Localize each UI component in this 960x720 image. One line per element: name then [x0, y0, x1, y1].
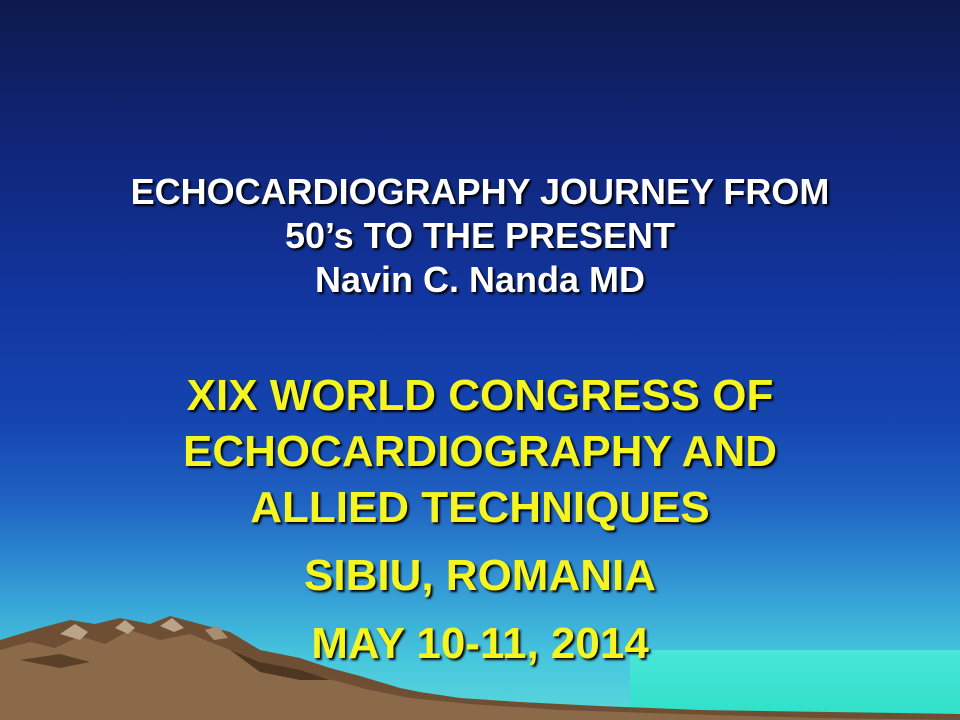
title-line-2: 50’s TO THE PRESENT	[284, 215, 676, 256]
congress-line-3: ALLIED TECHNIQUES	[250, 483, 710, 532]
congress-date: MAY 10-11, 2014	[311, 619, 649, 668]
congress-details	[0, 368, 960, 672]
congress-line-1: XIX WORLD CONGRESS OF	[186, 371, 774, 420]
presentation-title	[0, 170, 960, 302]
title-line-1: ECHOCARDIOGRAPHY JOURNEY FROM	[130, 171, 830, 212]
author-name: Navin C. Nanda MD	[314, 259, 646, 300]
congress-location: SIBIU, ROMANIA	[304, 551, 656, 600]
congress-line-2: ECHOCARDIOGRAPHY AND	[182, 427, 778, 476]
